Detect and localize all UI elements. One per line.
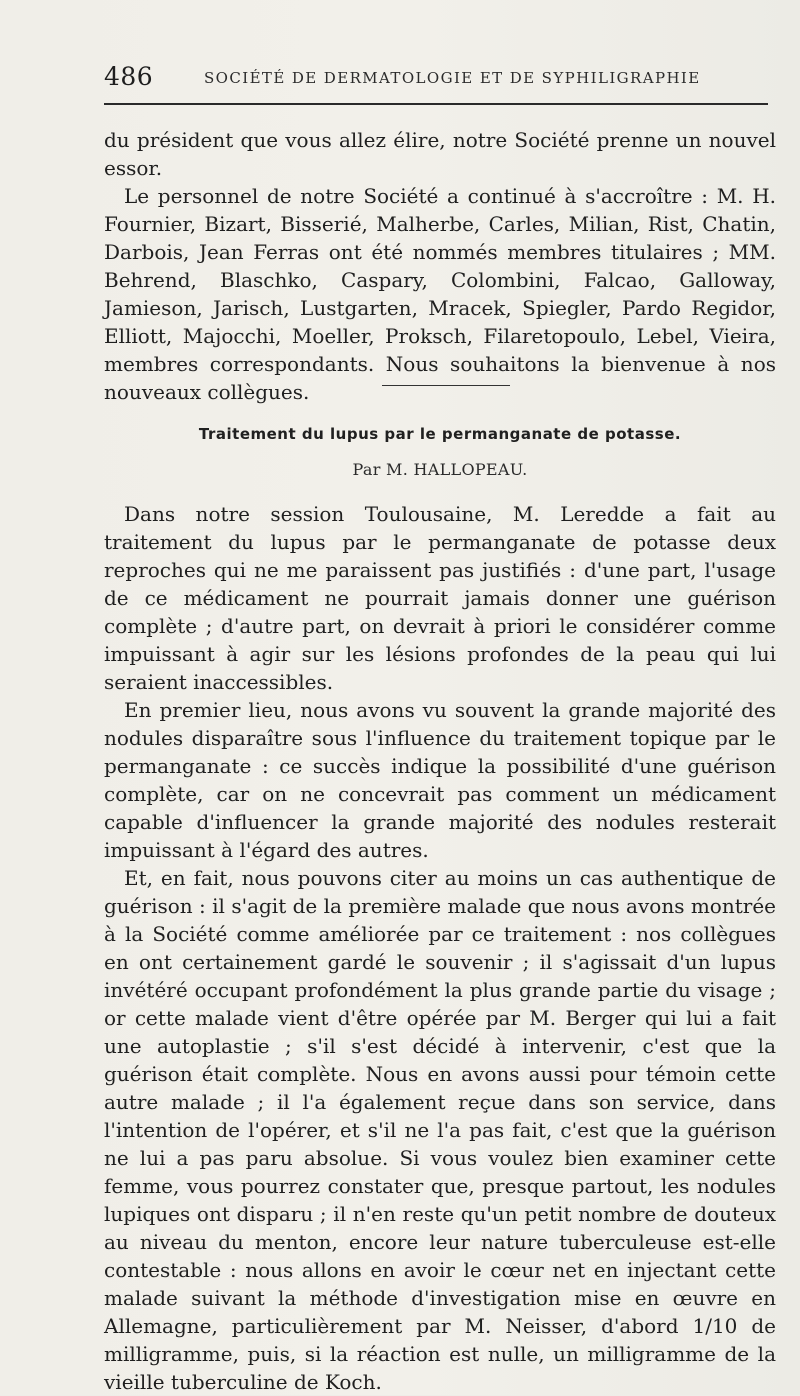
article-body bbox=[104, 500, 776, 1396]
header-rule bbox=[104, 103, 768, 105]
running-header bbox=[104, 62, 774, 92]
article-paragraph-1: Dans notre session Toulousaine, M. Leredde a fait au traitement du lupus par le permanganate de potasse deux reproches qui ne me paraissent pas justifiés : d'une part, l'usage de ce médicament ne pourrait jamais donner une guérison complète ; d'autre part, on devrait à priori le considérer comme impuissant à agir sur les lésions profondes de la peau qui lui seraient inaccessibles. bbox=[104, 502, 776, 694]
article-paragraph-3: Et, en fait, nous pouvons citer au moins un cas authentique de guérison : il s'agit de la première malade que nous avons montrée à la Société comme améliorée par ce traitement : nos collègues en ont certainement gardé le souvenir ; il s'agissait d'un lupus invétéré occupant profondément la plus grande partie du visage ; or cette malade vient d'être opérée par M. Berger qui lui a fait une autoplastie ; s'il s'est décidé à intervenir, c'est que la guérison était complète. Nous en avons aussi pour témoin cette autre malade ; il l'a également reçue dans son service, dans l'intention de l'opérer, et s'il ne l'a pas fait, c'est que la guérison ne lui a pas paru absolue. Si vous voulez bien examiner cette femme, vous pourrez constater que, presque partout, les nodules lupiques ont disparu ; il n'en reste qu'un petit nombre de douteux au niveau du menton, encore leur nature tuberculeuse est-elle contestable : nous allons en avoir le cœur net en injectant cette malade suivant la méthode d'investigation mise en œuvre en Allemagne, particulièrement par M. Neisser, d'abord 1/10 de milligramme, puis, si la réaction est nulle, un milligramme de la vieille tuberculine de Koch. bbox=[104, 866, 776, 1394]
article-paragraph-2: En premier lieu, nous avons vu souvent la grande majorité des nodules disparaître sous l'influence du traitement topique par le permanganate : ce succès indique la possibilité d'une guérison complète, car on ne concevrait pas comment un médicament capable d'influencer la grande majorité des nodules resterait impuissant à l'égard des autres. bbox=[104, 698, 776, 862]
article-byline: Par M. HALLOPEAU. bbox=[352, 460, 528, 479]
intro-paragraph-personnel: Le personnel de notre Société a continué à s'accroître : M. H. Fournier, Bizart, Bisserié, Malherbe, Carles, Milian, Rist, Chatin, Darbois, Jean Ferras ont été nommés membres titulaires ; MM. Behrend, Blaschko, Caspary, Colombini, Falcao, Galloway, Jamieson, Jarisch, Lustgarten, Mracek, Spiegler, Pardo Regidor, Elliott, Majocchi, Moeller, Proksch, Filaretopoulo, Lebel, Vieira, membres correspondants. Nous souhaitons la bienvenue à nos nouveaux collègues. bbox=[104, 184, 776, 404]
intro-text bbox=[104, 126, 776, 406]
section-divider bbox=[382, 385, 510, 386]
journal-title: SOCIÉTÉ DE DERMATOLOGIE ET DE SYPHILIGRAPHIE bbox=[204, 69, 701, 87]
article-title: Traitement du lupus par le permanganate de potasse. bbox=[198, 425, 682, 443]
page-number: 486 bbox=[104, 62, 154, 91]
intro-paragraph-continuation: du président que vous allez élire, notre Société prenne un nouvel essor. bbox=[104, 128, 776, 180]
